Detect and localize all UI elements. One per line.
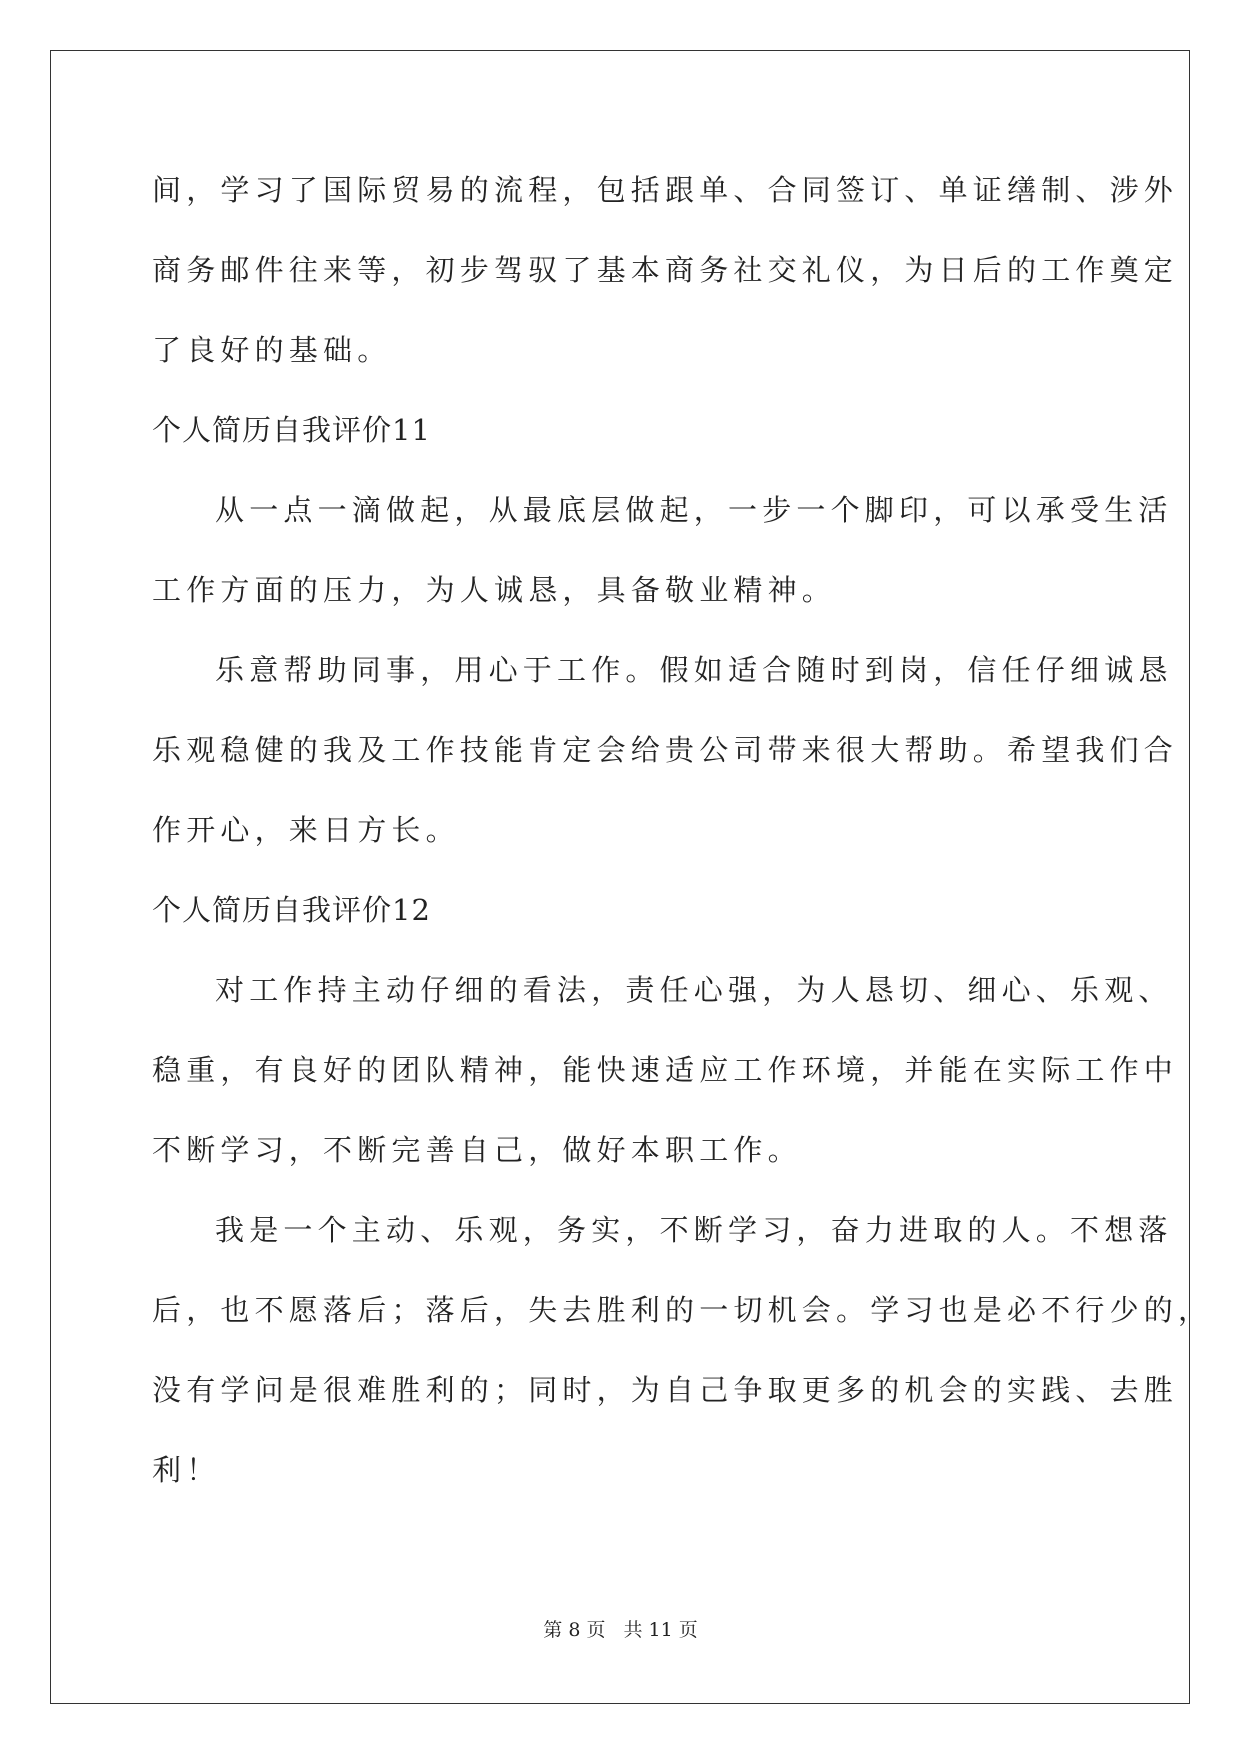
section-heading: 个人简历自我评价12 — [152, 893, 431, 927]
body-line: 乐观稳健的我及工作技能肯定会给贵公司带来很大帮助。希望我们合 — [152, 733, 1179, 767]
body-line: 商务邮件往来等，初步驾驭了基本商务社交礼仪，为日后的工作奠定 — [152, 253, 1179, 287]
page-total: 共 11 页 — [623, 1619, 698, 1641]
body-line: 利！ — [152, 1453, 221, 1487]
section-heading: 个人简历自我评价11 — [152, 413, 431, 447]
body-line: 对工作持主动仔细的看法，责任心强，为人恳切、细心、乐观、 — [215, 973, 1173, 1007]
body-line: 工作方面的压力，为人诚恳，具备敬业精神。 — [152, 573, 837, 607]
body-line: 从一点一滴做起，从最底层做起，一步一个脚印，可以承受生活 — [215, 493, 1173, 527]
body-line: 乐意帮助同事，用心于工作。假如适合随时到岗，信任仔细诚恳 — [215, 653, 1173, 687]
body-line: 我是一个主动、乐观，务实，不断学习，奋力进取的人。不想落 — [215, 1213, 1173, 1247]
body-line: 不断学习，不断完善自己，做好本职工作。 — [152, 1133, 802, 1167]
body-line: 作开心，来日方长。 — [152, 813, 460, 847]
body-line: 后，也不愿落后；落后，失去胜利的一切机会。学习也是必不行少的， — [152, 1293, 1213, 1327]
page-footer — [0, 1618, 1241, 1642]
page-border — [50, 50, 1190, 1704]
body-line: 稳重，有良好的团队精神，能快速适应工作环境，并能在实际工作中 — [152, 1053, 1179, 1087]
body-line: 了良好的基础。 — [152, 333, 392, 367]
body-line: 没有学问是很难胜利的；同时，为自己争取更多的机会的实践、去胜 — [152, 1373, 1179, 1407]
page-number: 第 8 页 — [543, 1619, 606, 1641]
body-line: 间，学习了国际贸易的流程，包括跟单、合同签订、单证缮制、涉外 — [152, 173, 1179, 207]
